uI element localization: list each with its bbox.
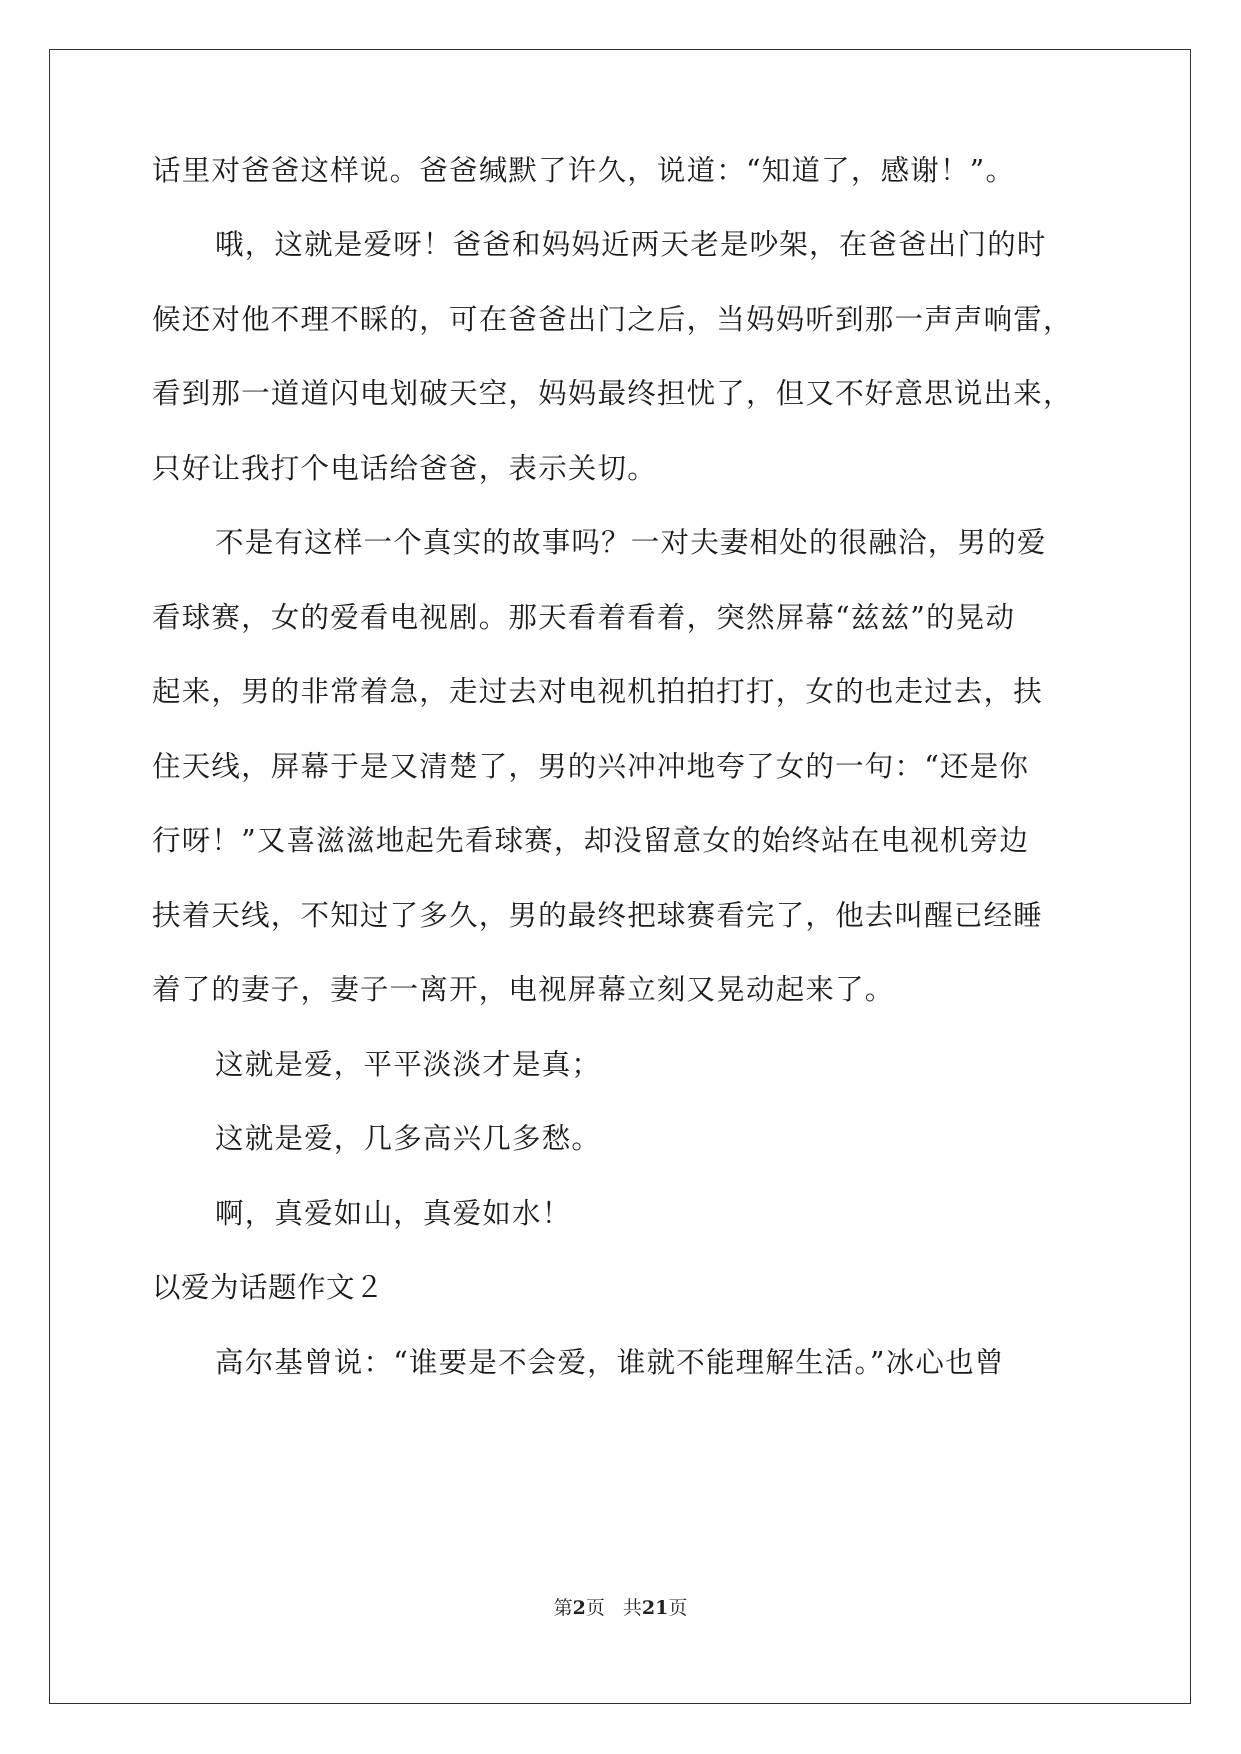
text-line: 啊，真爱如山，真爱如水！ <box>215 1197 572 1230</box>
page-prefix: 第 <box>553 1597 573 1619</box>
page-suffix: 页 <box>585 1597 605 1619</box>
text-line: 哦，这就是爱呀！爸爸和妈妈近两天老是吵架，在爸爸出门的时 <box>215 228 1047 261</box>
text-line: 住天线，屏幕于是又清楚了，男的兴冲冲地夸了女的一句：“还是你 <box>152 750 1030 783</box>
text-line: 看到那一道道闪电划破天空，妈妈最终担忧了，但又不好意思说出来， <box>152 377 1073 410</box>
page-border <box>49 49 1191 1704</box>
text-line: 候还对他不理不睬的，可在爸爸出门之后，当妈妈听到那一声声响雷， <box>152 303 1073 336</box>
text-line: 这就是爱，平平淡淡才是真； <box>215 1048 602 1081</box>
text-line: 行呀！”又喜滋滋地起先看球赛，却没留意女的始终站在电视机旁边 <box>152 824 1030 857</box>
text-line: 话里对爸爸这样说。爸爸缄默了许久，说道：“知道了，感谢！”。 <box>152 154 1016 187</box>
total-prefix: 共 <box>622 1597 642 1619</box>
text-line: 不是有这样一个真实的故事吗？一对夫妻相处的很融洽，男的爱 <box>215 526 1047 559</box>
text-line: 只好让我打个电话给爸爸，表示关切。 <box>152 452 657 485</box>
page-number: 2 <box>572 1597 586 1619</box>
text-line: 扶着天线，不知过了多久，男的最终把球赛看完了，他去叫醒已经睡 <box>152 899 1044 932</box>
text-line: 高尔基曾说：“谁要是不会爱，谁就不能理解生活。”冰心也曾 <box>215 1346 1005 1379</box>
text-line: 看球赛，女的爱看电视剧。那天看着看着，突然屏幕“兹兹”的晃动 <box>152 601 1016 634</box>
total-suffix: 页 <box>668 1597 688 1619</box>
section-heading: 以爱为话题作文２ <box>152 1271 385 1304</box>
text-line: 着了的妻子，妻子一离开，电视屏幕立刻又晃动起来了。 <box>152 973 895 1006</box>
text-line: 起来，男的非常着急，走过去对电视机拍拍打打，女的也走过去，扶 <box>152 675 1044 708</box>
total-pages: 21 <box>641 1597 669 1619</box>
text-line: 这就是爱，几多高兴几多愁。 <box>215 1122 602 1155</box>
page-footer <box>0 1596 1241 1620</box>
